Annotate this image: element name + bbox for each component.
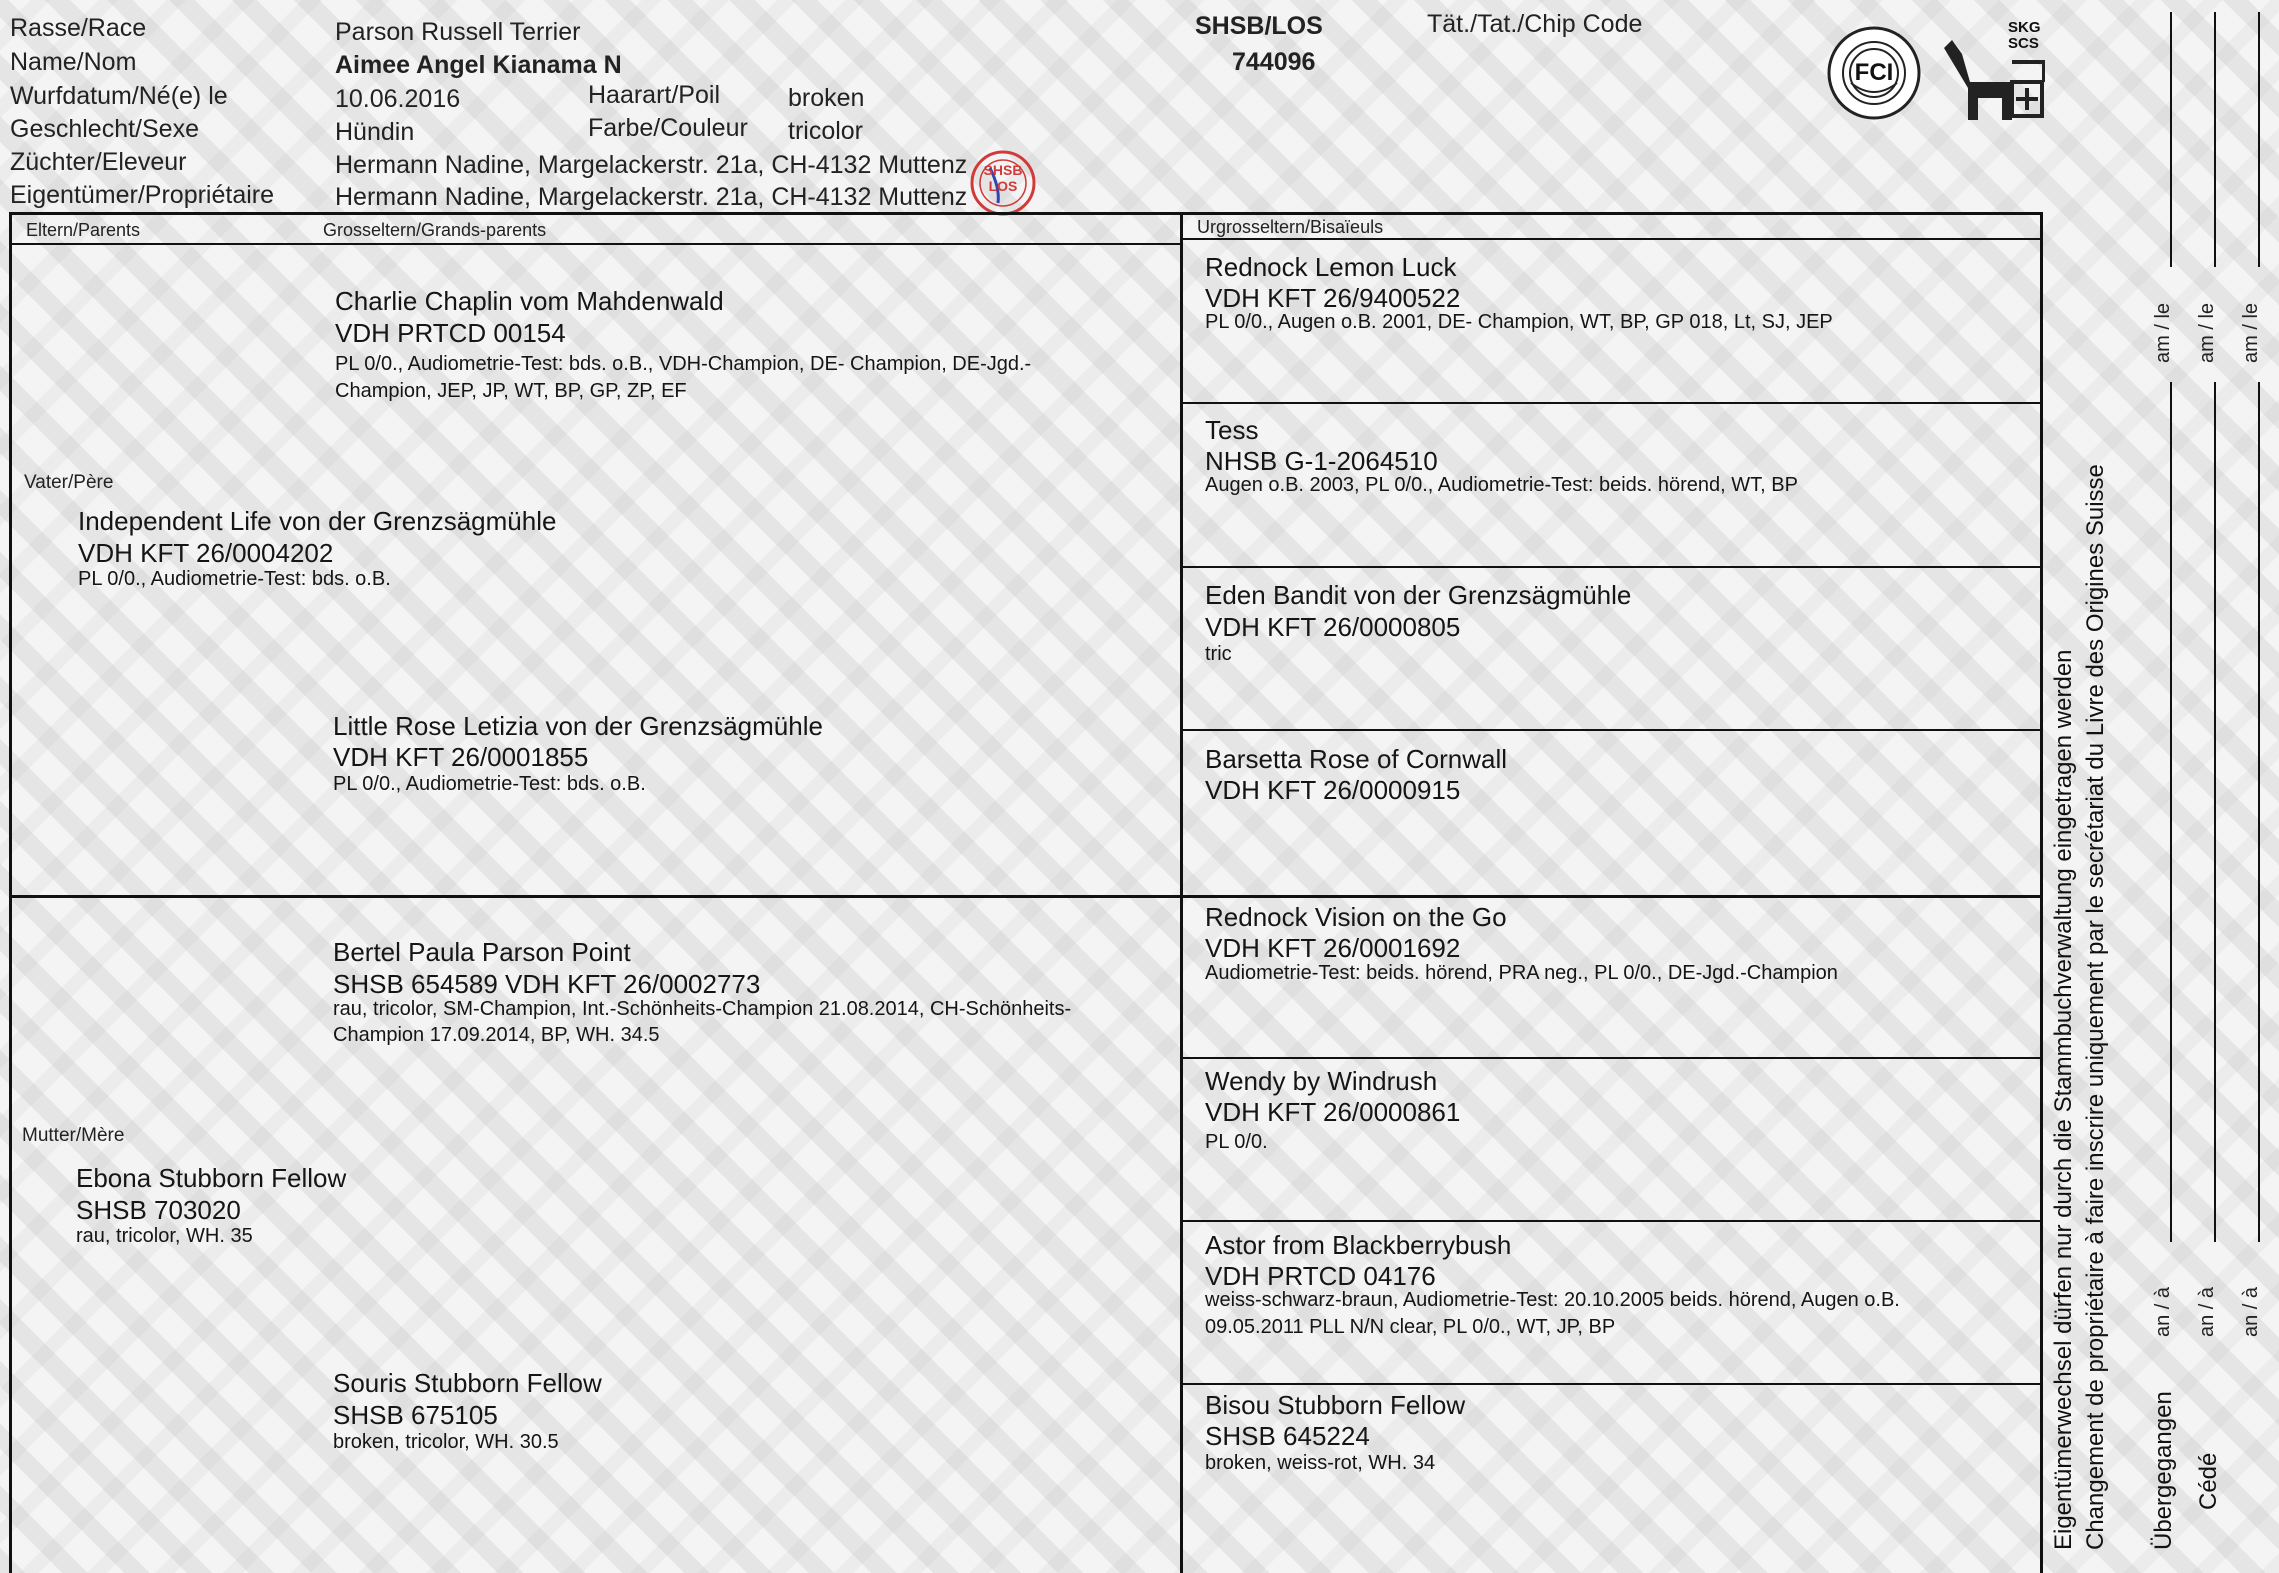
great-grandparent-note: tric [1205,643,1232,665]
great-grandparent-note: PL 0/0., Augen o.B. 2001, DE- Champion, WT, BP, GP 018, Lt, SJ, JEP [1205,311,1833,333]
grandparent-name: Charlie Chaplin vom Mahdenwald [335,286,724,316]
great-grandparent-note: broken, weiss-rot, WH. 34 [1205,1452,1436,1474]
owner-value: Hermann Nadine, Margelackerstr. 21a, CH-4132 Muttenz [335,183,968,211]
ownership-change-note-fr: Changement de propriétaire à faire inscrire uniquement par le secrétariat du Livre des Origines Suisse [2082,464,2109,1550]
ggp-divider-3 [1182,729,2042,731]
to-label-3: an / à [2240,1286,2262,1337]
fci-logo: FCI [1826,25,1922,121]
ggp-divider-2 [1182,566,2042,568]
great-grandparent-name: Barsetta Rose of Cornwall [1205,744,1508,774]
dog-name: Aimee Angel Kianama N [335,51,622,79]
ggp-divider-6 [1182,1220,2042,1222]
ggp-divider-5 [1182,1057,2042,1059]
transfer-line-3a [2258,382,2260,1242]
grandparent-reg: VDH PRTCD 00154 [335,318,566,348]
mother-name: Ebona Stubborn Fellow [76,1163,347,1193]
transfer-line-2a [2214,382,2216,1242]
grandparent-reg: SHSB 654589 VDH KFT 26/0002773 [333,969,761,999]
great-grandparent-name: Bisou Stubborn Fellow [1205,1390,1466,1420]
breeder-value: Hermann Nadine, Margelackerstr. 21a, CH-4132 Muttenz [335,151,968,179]
grid-border-right [2040,212,2043,1573]
on-label-3: am / le [2240,302,2262,363]
great-grandparent-reg: VDH PRTCD 04176 [1205,1261,1436,1291]
transfer-line-1a [2170,382,2172,1242]
dob-value: 10.06.2016 [335,85,461,113]
color-label: Farbe/Couleur [588,114,748,142]
grandparent-name: Little Rose Letizia von der Grenzsägmühle [333,711,823,741]
father-note: PL 0/0., Audiometrie-Test: bds. o.B. [78,568,391,590]
shsb-number: 744096 [1232,48,1316,76]
great-grandparent-reg: VDH KFT 26/0000915 [1205,775,1461,805]
great-grandparent-reg: SHSB 645224 [1205,1421,1370,1451]
transfer-line-3b [2258,12,2260,267]
great-grandparent-reg: NHSB G-1-2064510 [1205,446,1438,476]
great-grandparent-reg: VDH KFT 26/9400522 [1205,283,1461,313]
great-grandparent-reg: VDH KFT 26/0000805 [1205,612,1461,642]
grandparent-name: Bertel Paula Parson Point [333,937,631,967]
sex-value: Hündin [335,118,415,146]
on-label-2: am / le [2196,302,2218,363]
great-grandparent-reg: VDH KFT 26/0000861 [1205,1097,1461,1127]
great-grandparent-reg: VDH KFT 26/0001692 [1205,933,1461,963]
father-name: Independent Life von der Grenzsägmühle [78,506,557,536]
shsb-stamp: SHSB LOS [968,148,1038,218]
skg-logo: SKG SCS [1940,18,2045,123]
great-grandparent-note: weiss-schwarz-braun, Audiometrie-Test: 20.10.2005 beids. hörend, Augen o.B. [1205,1289,1900,1311]
grid-border-left [9,212,12,1573]
chip-code-label: Tät./Tat./Chip Code [1427,10,1643,38]
dob-label: Wurfdatum/Né(e) le [10,82,228,110]
great-grandparent-name: Rednock Vision on the Go [1205,902,1507,932]
ggp-divider-1 [1182,402,2042,404]
grandparent-note: rau, tricolor, SM-Champion, Int.-Schönheits-Champion 21.08.2014, CH-Schönheits- [333,998,1072,1020]
grandparent-note: Champion, JEP, JP, WT, BP, GP, ZP, EF [335,380,687,402]
great-grandparent-name: Wendy by Windrush [1205,1066,1438,1096]
race-value: Parson Russell Terrier [335,18,581,46]
col-parents-header: Eltern/Parents [26,220,141,240]
grandparent-reg: VDH KFT 26/0001855 [333,742,589,772]
grid-border-top [9,212,2042,215]
ggp-divider-7 [1182,1383,2042,1385]
grandparent-note: PL 0/0., Audiometrie-Test: bds. o.B. [333,773,646,795]
mother-note: rau, tricolor, WH. 35 [76,1225,253,1247]
transfer-line-1b [2170,12,2172,267]
grandparent-note: PL 0/0., Audiometrie-Test: bds. o.B., VDH-Champion, DE- Champion, DE-Jgd.- [335,353,1032,375]
father-label: Vater/Père [24,472,114,493]
ceded-label: Cédé [2195,1452,2222,1510]
mother-label: Mutter/Mère [22,1125,125,1146]
grid-header-rule [9,243,1182,245]
father-reg: VDH KFT 26/0004202 [78,538,334,568]
col-greatgrandparents-header: Urgrosseltern/Bisaïeuls [1197,217,1384,237]
sex-label: Geschlecht/Sexe [10,115,199,143]
shsb-label: SHSB/LOS [1195,12,1323,40]
coat-value: broken [788,84,865,112]
great-grandparent-note: 09.05.2011 PLL N/N clear, PL 0/0., WT, JP, BP [1205,1316,1616,1338]
grid-header-rule-right [1182,238,2042,240]
to-label-1: an / à [2152,1286,2174,1337]
color-value: tricolor [788,117,864,145]
mother-reg: SHSB 703020 [76,1195,241,1225]
grandparent-reg: SHSB 675105 [333,1400,498,1430]
owner-label: Eigentümer/Propriétaire [10,181,275,209]
grandparent-note: Champion 17.09.2014, BP, WH. 34.5 [333,1024,660,1046]
great-grandparent-name: Tess [1205,415,1259,445]
col-grandparents-header: Grosseltern/Grands-parents [323,220,547,240]
great-grandparent-name: Eden Bandit von der Grenzsägmühle [1205,580,1632,610]
great-grandparent-note: Audiometrie-Test: beids. hörend, PRA neg., PL 0/0., DE-Jgd.-Champion [1205,962,1838,984]
to-label-2: an / à [2196,1286,2218,1337]
grid-half-divider [9,895,2042,898]
coat-label: Haarart/Poil [588,81,720,109]
grandparent-name: Souris Stubborn Fellow [333,1368,602,1398]
great-grandparent-name: Astor from Blackberrybush [1205,1230,1512,1260]
race-label: Rasse/Race [10,14,147,42]
name-label: Name/Nom [10,48,137,76]
transferred-label: Übergegangen [2150,1391,2177,1550]
grandparent-note: broken, tricolor, WH. 30.5 [333,1431,559,1453]
great-grandparent-name: Rednock Lemon Luck [1205,252,1457,282]
ownership-change-note-de: Eigentümerwechsel dürfen nur durch die Stammbuchverwaltung eingetragen werden [2050,649,2077,1550]
on-label-1: am / le [2152,302,2174,363]
breeder-label: Züchter/Eleveur [10,148,187,176]
great-grandparent-note: Augen o.B. 2003, PL 0/0., Audiometrie-Test: beids. hörend, WT, BP [1205,474,1798,496]
grid-divider-mid [1180,212,1183,1573]
transfer-line-2b [2214,12,2216,267]
great-grandparent-note: PL 0/0. [1205,1131,1268,1153]
